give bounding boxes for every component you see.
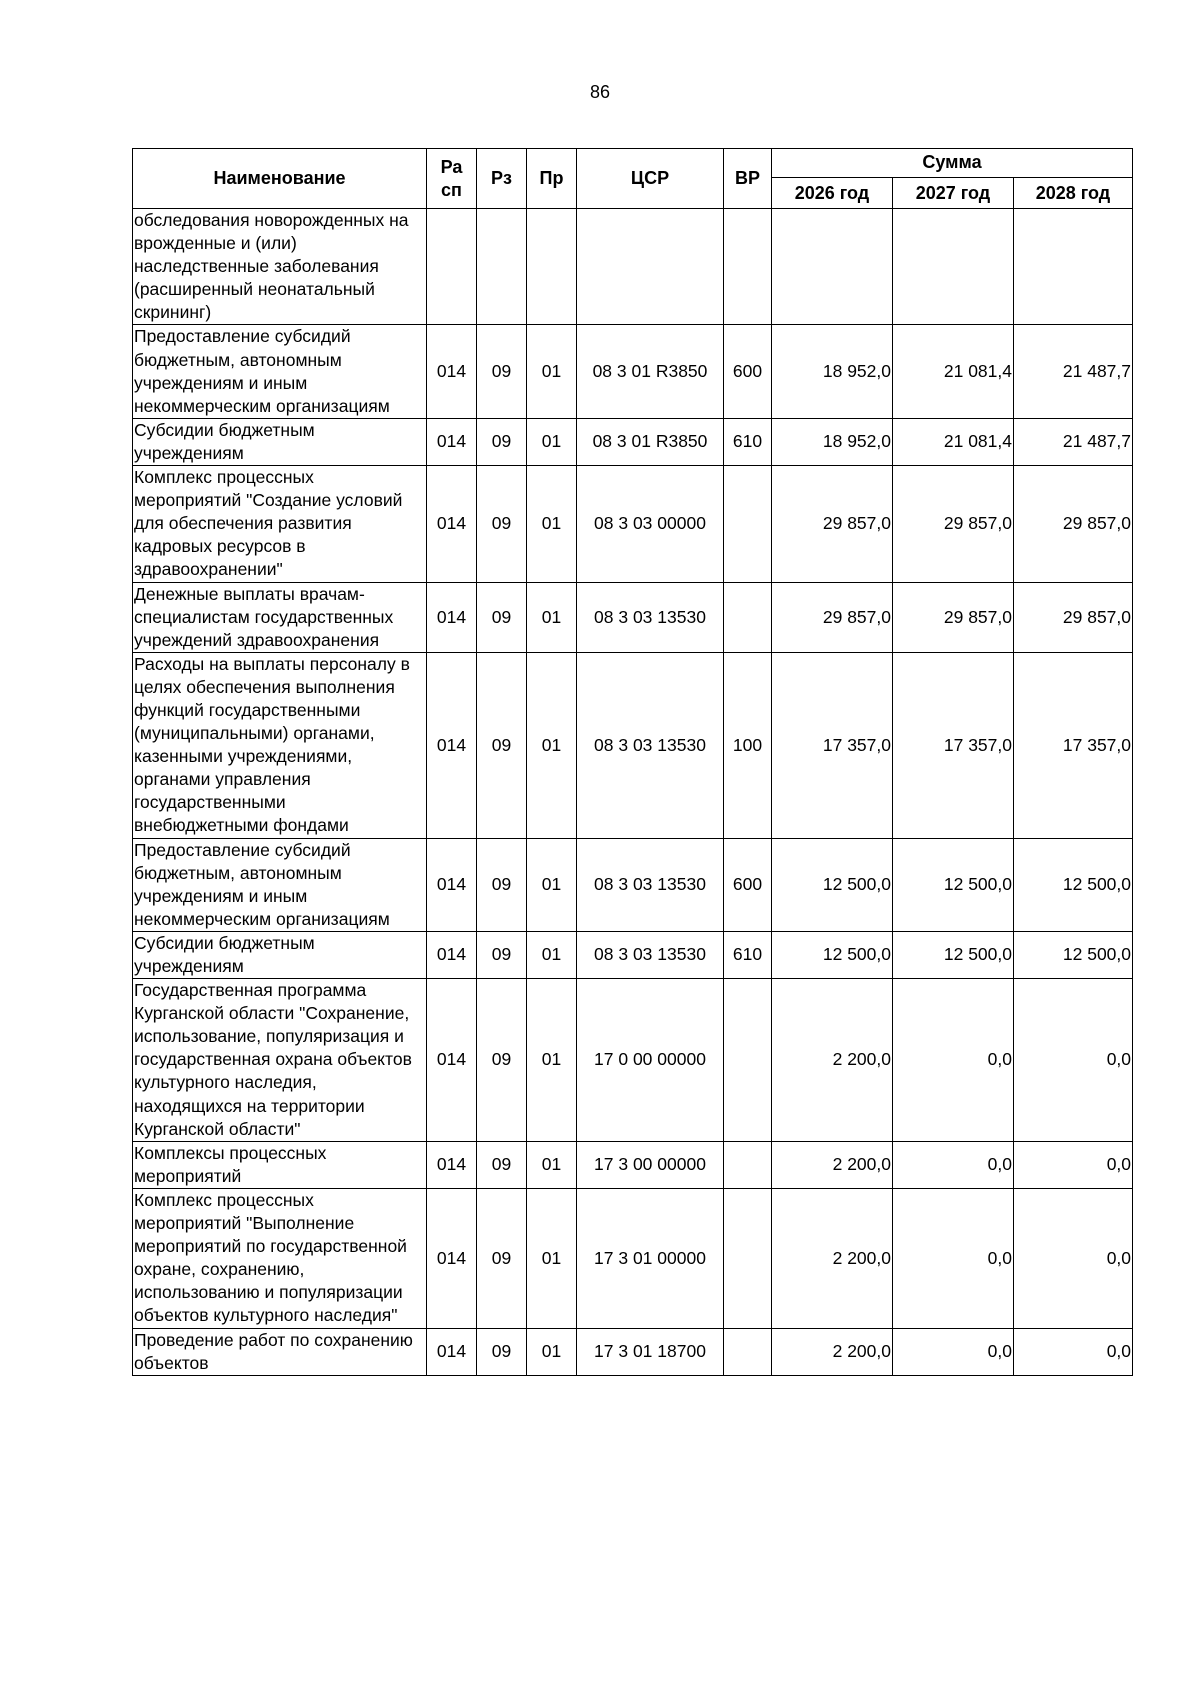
row-pr: 01: [527, 325, 577, 418]
row-vr: 610: [724, 931, 772, 978]
row-rz: 09: [477, 466, 527, 582]
header-sum: Сумма: [772, 149, 1133, 178]
row-rasp: 014: [427, 979, 477, 1142]
row-amount-2028: 21 487,7: [1014, 418, 1133, 465]
row-csr: [577, 209, 724, 325]
row-amount-2028: 0,0: [1014, 1141, 1133, 1188]
row-csr: 17 3 00 00000: [577, 1141, 724, 1188]
row-amount-2027: 21 081,4: [893, 418, 1014, 465]
row-name: Субсидии бюджетным учреждениям: [133, 418, 427, 465]
row-amount-2027: 12 500,0: [893, 838, 1014, 931]
row-csr: 17 3 01 00000: [577, 1188, 724, 1328]
row-name: Денежные выплаты врачам-специалистам государственных учреждений здравоохранения: [133, 582, 427, 652]
table-row: [133, 325, 1133, 418]
row-rasp: 014: [427, 931, 477, 978]
row-csr: 08 3 03 13530: [577, 582, 724, 652]
row-amount-2028: 0,0: [1014, 979, 1133, 1142]
row-name: Субсидии бюджетным учреждениям: [133, 931, 427, 978]
row-rz: [477, 209, 527, 325]
row-csr: 08 3 03 13530: [577, 931, 724, 978]
row-vr: [724, 1328, 772, 1375]
row-csr: 17 3 01 18700: [577, 1328, 724, 1375]
row-name: Комплексы процессных мероприятий: [133, 1141, 427, 1188]
row-pr: 01: [527, 466, 577, 582]
row-amount-2026: 2 200,0: [772, 979, 893, 1142]
row-vr: [724, 979, 772, 1142]
row-amount-2028: 0,0: [1014, 1328, 1133, 1375]
budget-table: [132, 148, 1133, 1376]
row-rasp: 014: [427, 466, 477, 582]
header-year-2027: 2027 год: [893, 178, 1014, 209]
row-rz: 09: [477, 931, 527, 978]
header-pr: Пр: [527, 149, 577, 209]
row-amount-2028: 29 857,0: [1014, 466, 1133, 582]
table-row: [133, 1328, 1133, 1375]
row-rz: 09: [477, 652, 527, 838]
row-amount-2026: [772, 209, 893, 325]
row-pr: [527, 209, 577, 325]
table-row: [133, 979, 1133, 1142]
row-vr: [724, 1188, 772, 1328]
row-name: обследования новорожденных на врожденные и (или) наследственные заболевания (расширенный неонатальный скрининг): [133, 209, 427, 325]
row-amount-2027: 17 357,0: [893, 652, 1014, 838]
row-vr: 100: [724, 652, 772, 838]
page-number: 86: [589, 82, 611, 102]
row-rz: 09: [477, 582, 527, 652]
row-rz: 09: [477, 838, 527, 931]
row-csr: 17 0 00 00000: [577, 979, 724, 1142]
row-rasp: 014: [427, 1328, 477, 1375]
row-amount-2026: 17 357,0: [772, 652, 893, 838]
row-amount-2027: 21 081,4: [893, 325, 1014, 418]
header-csr: ЦСР: [577, 149, 724, 209]
row-amount-2027: 0,0: [893, 1141, 1014, 1188]
row-amount-2026: 12 500,0: [772, 931, 893, 978]
row-name: Предоставление субсидий бюджетным, автономным учреждениям и иным некоммерческим организациям: [133, 838, 427, 931]
row-amount-2028: 12 500,0: [1014, 838, 1133, 931]
row-pr: 01: [527, 1188, 577, 1328]
row-amount-2027: 0,0: [893, 979, 1014, 1142]
row-pr: 01: [527, 931, 577, 978]
row-name: Предоставление субсидий бюджетным, автономным учреждениям и иным некоммерческим организациям: [133, 325, 427, 418]
row-rz: 09: [477, 418, 527, 465]
table-row: [133, 1141, 1133, 1188]
row-amount-2026: 2 200,0: [772, 1188, 893, 1328]
row-amount-2028: 17 357,0: [1014, 652, 1133, 838]
row-csr: 08 3 01 R3850: [577, 325, 724, 418]
row-pr: 01: [527, 1328, 577, 1375]
row-rz: 09: [477, 325, 527, 418]
row-amount-2027: [893, 209, 1014, 325]
row-pr: 01: [527, 652, 577, 838]
row-amount-2027: 12 500,0: [893, 931, 1014, 978]
row-rz: 09: [477, 1141, 527, 1188]
table-header: [133, 149, 1133, 209]
row-amount-2026: 29 857,0: [772, 582, 893, 652]
row-rasp: 014: [427, 325, 477, 418]
row-pr: 01: [527, 418, 577, 465]
row-amount-2026: 2 200,0: [772, 1328, 893, 1375]
row-amount-2027: 0,0: [893, 1328, 1014, 1375]
row-rz: 09: [477, 1188, 527, 1328]
row-amount-2028: [1014, 209, 1133, 325]
row-amount-2028: 0,0: [1014, 1188, 1133, 1328]
row-amount-2028: 21 487,7: [1014, 325, 1133, 418]
row-vr: 600: [724, 325, 772, 418]
row-pr: 01: [527, 979, 577, 1142]
row-vr: [724, 1141, 772, 1188]
row-amount-2028: 29 857,0: [1014, 582, 1133, 652]
row-amount-2027: 29 857,0: [893, 466, 1014, 582]
header-vr: ВР: [724, 149, 772, 209]
row-amount-2028: 12 500,0: [1014, 931, 1133, 978]
table-row: [133, 838, 1133, 931]
header-year-2028: 2028 год: [1014, 178, 1133, 209]
row-csr: 08 3 03 00000: [577, 466, 724, 582]
row-pr: 01: [527, 582, 577, 652]
row-amount-2027: 0,0: [893, 1188, 1014, 1328]
row-csr: 08 3 03 13530: [577, 838, 724, 931]
table-row: [133, 466, 1133, 582]
row-rasp: 014: [427, 838, 477, 931]
table-row: [133, 418, 1133, 465]
row-rasp: 014: [427, 418, 477, 465]
row-rasp: 014: [427, 652, 477, 838]
row-rasp: 014: [427, 1188, 477, 1328]
table-row: [133, 1188, 1133, 1328]
row-name: Расходы на выплаты персоналу в целях обеспечения выполнения функций государственными (муниципальными) органами, казенными учреждениями, органами управления государственными внебюджетными фондами: [133, 652, 427, 838]
row-vr: 600: [724, 838, 772, 931]
table-row: [133, 209, 1133, 325]
row-csr: 08 3 01 R3850: [577, 418, 724, 465]
header-year-2026: 2026 год: [772, 178, 893, 209]
row-vr: [724, 466, 772, 582]
row-csr: 08 3 03 13530: [577, 652, 724, 838]
row-rasp: 014: [427, 582, 477, 652]
row-name: Комплекс процессных мероприятий "Создание условий для обеспечения развития кадровых ресурсов в здравоохранении": [133, 466, 427, 582]
row-amount-2026: 12 500,0: [772, 838, 893, 931]
row-amount-2027: 29 857,0: [893, 582, 1014, 652]
row-pr: 01: [527, 1141, 577, 1188]
row-name: Проведение работ по сохранению объектов: [133, 1328, 427, 1375]
row-amount-2026: 29 857,0: [772, 466, 893, 582]
row-name: Государственная программа Курганской области "Сохранение, использование, популяризация и государственная охрана объектов культурного наследия, находящихся на территории Курганской области": [133, 979, 427, 1142]
row-amount-2026: 18 952,0: [772, 418, 893, 465]
row-amount-2026: 18 952,0: [772, 325, 893, 418]
row-rasp: [427, 209, 477, 325]
header-rasp: Ра сп: [427, 149, 477, 209]
row-rz: 09: [477, 1328, 527, 1375]
row-rasp: 014: [427, 1141, 477, 1188]
header-rz: Рз: [477, 149, 527, 209]
row-name: Комплекс процессных мероприятий "Выполнение мероприятий по государственной охране, сохранению, использованию и популяризации объектов культурного наследия": [133, 1188, 427, 1328]
row-rz: 09: [477, 979, 527, 1142]
table-body: [133, 209, 1133, 1376]
table-row: [133, 931, 1133, 978]
header-name: Наименование: [133, 149, 427, 209]
row-vr: 610: [724, 418, 772, 465]
row-amount-2026: 2 200,0: [772, 1141, 893, 1188]
table-row: [133, 582, 1133, 652]
table-row: [133, 652, 1133, 838]
row-vr: [724, 209, 772, 325]
row-vr: [724, 582, 772, 652]
row-pr: 01: [527, 838, 577, 931]
